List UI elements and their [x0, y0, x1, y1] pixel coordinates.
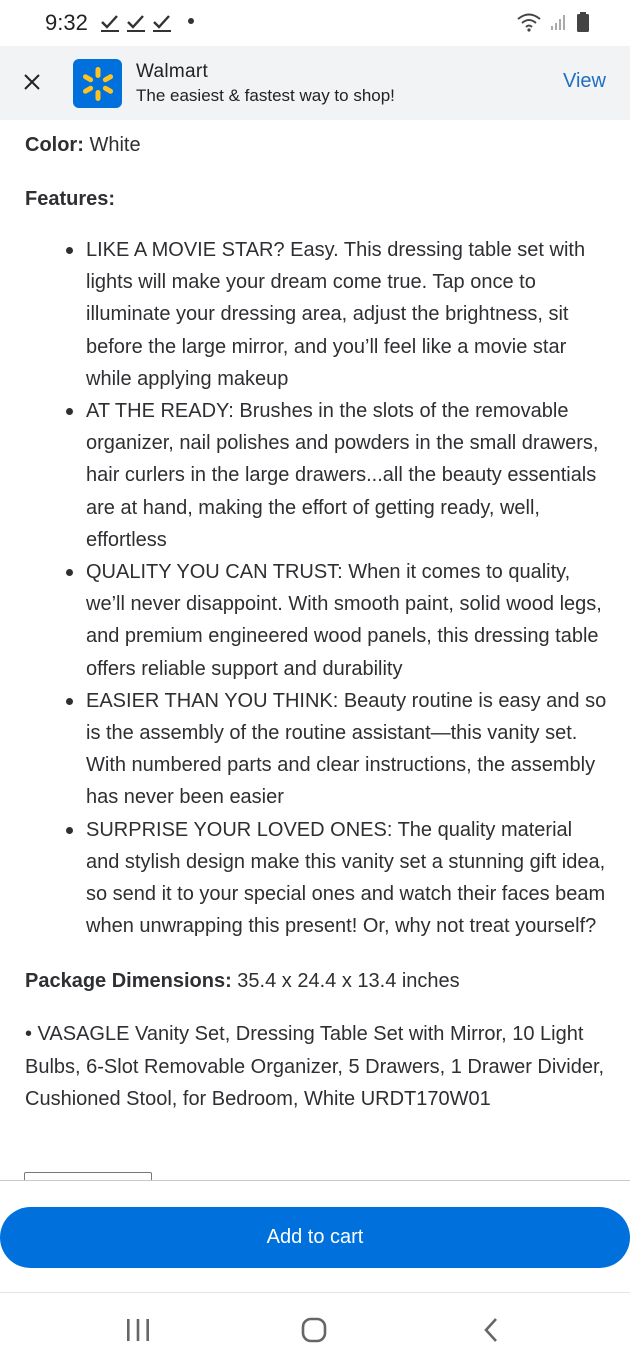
battery-icon	[576, 12, 590, 32]
home-icon[interactable]	[301, 1317, 327, 1343]
features-list	[25, 234, 610, 942]
walmart-spark-icon	[78, 64, 118, 104]
check-icon	[152, 14, 172, 32]
status-bar	[0, 0, 630, 46]
wifi-icon	[516, 12, 542, 32]
color-row	[25, 128, 610, 162]
feature-item: LIKE A MOVIE STAR? Easy. This dressing table set with lights will make your dream come true. Tap once to illuminate your dressing area, adjust the brightness, sit before the large mirror, and you’ll feel like a movie star while applying makeup	[25, 234, 610, 395]
dimensions-label: Package Dimensions:	[25, 970, 232, 993]
notification-dot	[188, 18, 194, 24]
app-banner	[0, 46, 630, 120]
walmart-logo	[73, 59, 122, 108]
product-description	[25, 128, 610, 1115]
banner-subtitle: The easiest & fastest way to shop!	[136, 86, 395, 105]
view-button[interactable]: View	[563, 70, 606, 92]
signal-icon	[550, 13, 568, 31]
add-to-cart-button[interactable]: Add to cart	[0, 1207, 630, 1268]
recents-icon[interactable]	[126, 1319, 150, 1341]
close-icon[interactable]	[20, 70, 44, 94]
features-heading: Features:	[25, 188, 116, 210]
dimensions-value: 35.4 x 24.4 x 13.4 inches	[231, 970, 460, 993]
system-nav-bar	[0, 1292, 630, 1365]
color-value: White	[83, 134, 141, 156]
status-time: 9:32	[45, 10, 88, 35]
back-icon[interactable]	[482, 1317, 500, 1343]
feature-item: QUALITY YOU CAN TRUST: When it comes to quality, we’ll never disappoint. With smooth paint, solid wood legs, and premium engineered wood panels, this dressing table offers reliable support and durability	[25, 556, 610, 685]
feature-item: AT THE READY: Brushes in the slots of the removable organizer, nail polishes and powders in the small drawers, hair curlers in the large drawers...all the beauty essentials are at hand, making the effort of getting ready, well, effortless	[25, 395, 610, 556]
product-title-line: • VASAGLE Vanity Set, Dressing Table Set with Mirror, 10 Light Bulbs, 6-Slot Removable Organizer, 5 Drawers, 1 Drawer Divider, Cushioned Stool, for Bedroom, White URDT170W01	[25, 1023, 605, 1110]
banner-title: Walmart	[136, 61, 209, 82]
feature-item: SURPRISE YOUR LOVED ONES: The quality material and stylish design make this vanity set a stunning gift idea, so send it to your special ones and watch their faces beam when unwrapping this present! Or, why not treat yourself?	[25, 814, 610, 943]
check-icon	[126, 14, 146, 32]
status-notifications	[100, 14, 172, 32]
package-dimensions-row	[25, 964, 610, 998]
color-label: Color:	[25, 134, 84, 156]
feature-item: EASIER THAN YOU THINK: Beauty routine is easy and so is the assembly of the routine assistant—this vanity set. With numbered parts and clear instructions, the assembly has never been easier	[25, 685, 610, 814]
check-icon	[100, 14, 120, 32]
status-icons	[516, 12, 590, 32]
